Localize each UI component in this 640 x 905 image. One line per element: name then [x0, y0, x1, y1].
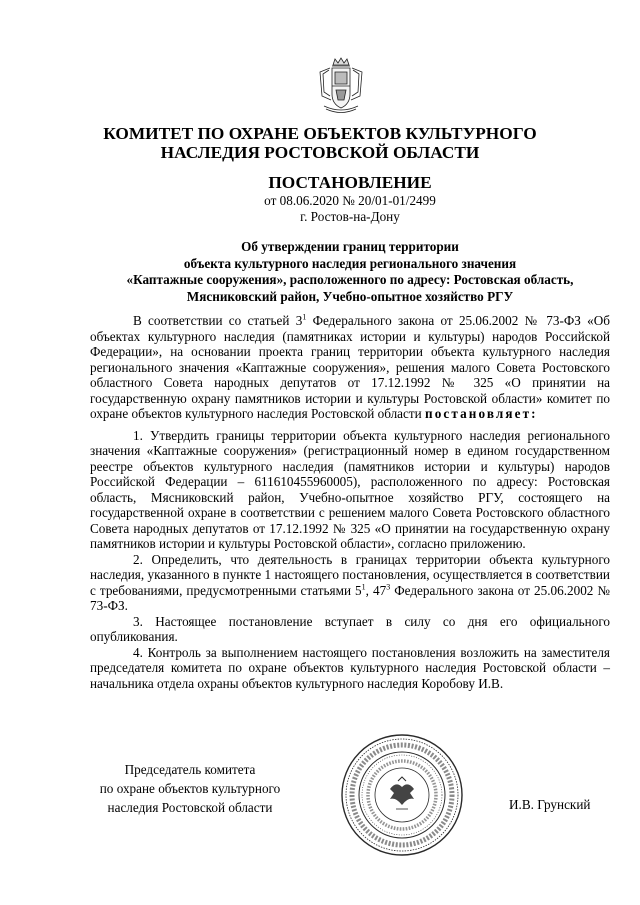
document-body	[90, 313, 610, 691]
item-1-paragraph: 1. Утвердить границы территории объекта культурного наследия регионального значения «Каптажные сооружения» (регистрационный номер в едином государственном реестре объектов культурного наследия (памятников истории и культуры) народов Российской Федерации – 611610455960005), расположенного по адресу: Ростовская область, Мясниковский район, Учебно-опытное хозяйство РГУ, состоящего на государственной охране в соответствии с решением малого Совета Ростовского областного Совета народных депутатов от 17.12.1992 № 325 «О принятии на государственную охрану памятников истории и культуры Ростовской области», согласно приложению.	[90, 427, 610, 551]
coat-of-arms-icon	[316, 56, 366, 116]
item-2-superscript-2: 3	[386, 582, 391, 592]
signatory-position-line3: наследия Ростовской области	[107, 800, 273, 815]
decree-word: постановляет:	[425, 406, 538, 421]
item-4-paragraph: 4. Контроль за выполнением настоящего постановления возложить на заместителя председателя комитета по охране объектов культурного наследия Ростовской области – начальника отдела охраны объектов культурного наследия Коробову И.В.	[90, 644, 610, 691]
official-seal-icon	[340, 733, 464, 857]
committee-name	[60, 124, 580, 162]
item-2-superscript-1: 1	[361, 582, 366, 592]
signatory-name: И.В. Грунский	[509, 797, 591, 812]
signatory-position	[85, 760, 295, 817]
document-city: г. Ростов-на-Дону	[300, 208, 400, 224]
signatory-position-line1: Председатель комитета	[124, 762, 256, 777]
document-subject	[60, 239, 640, 305]
item-3-paragraph: 3. Настоящее постановление вступает в силу со дня его официального опубликования.	[90, 613, 610, 644]
preamble-paragraph	[90, 313, 610, 422]
committee-name-line2: НАСЛЕДИЯ РОСТОВСКОЙ ОБЛАСТИ	[160, 143, 480, 162]
subject-line4: Мясниковский район, Учебно-опытное хозяйство РГУ	[186, 288, 514, 304]
subject-line1: Об утверждении границ территории	[241, 239, 459, 254]
document-date-number: от 08.06.2020 № 20/01-01/2499	[264, 193, 436, 208]
preamble-text-a: В соответствии со статьей 3	[133, 313, 303, 328]
item-2-text-c: Федерального закона от 25.06.2002 № 73-ФЗ.	[90, 582, 611, 613]
item-2-text-b: , 47	[365, 582, 387, 598]
signatory-position-line2: по охране объектов культурного	[99, 781, 281, 796]
document-type: ПОСТАНОВЛЕНИЕ	[268, 173, 432, 192]
subject-line3: «Каптажные сооружения», расположенного по адресу: Ростовская область,	[126, 272, 574, 287]
committee-name-line1: КОМИТЕТ ПО ОХРАНЕ ОБЪЕКТОВ КУЛЬТУРНОГО	[103, 124, 537, 143]
preamble-superscript: 1	[302, 312, 307, 322]
item-2-text-a: 2. Определить, что деятельность в границах территории объекта культурного наследия, указанного в пункте 1 настоящего постановления, осуществляется в соответствии с требованиями, предусмотренными статьями 5	[90, 551, 610, 598]
document-meta	[60, 193, 640, 224]
preamble-text-b: Федерального закона от 25.06.2002 № 73-ФЗ «Об объектах культурного наследия (памятниках истории и культуры) народов Российской Федерации», на основании проекта границ территории объекта культурного наследия регионального значения «Каптажные сооружения», решения малого Совета Ростовского областного Совета народных депутатов от 17.12.1992 № 325 «О принятии на государственную охрану памятников истории и культуры Ростовской области» комитет по охране объектов культурного наследия Ростовской области	[90, 313, 610, 421]
item-2-paragraph	[90, 552, 610, 614]
subject-line2: объекта культурного наследия регионального значения	[183, 255, 517, 271]
